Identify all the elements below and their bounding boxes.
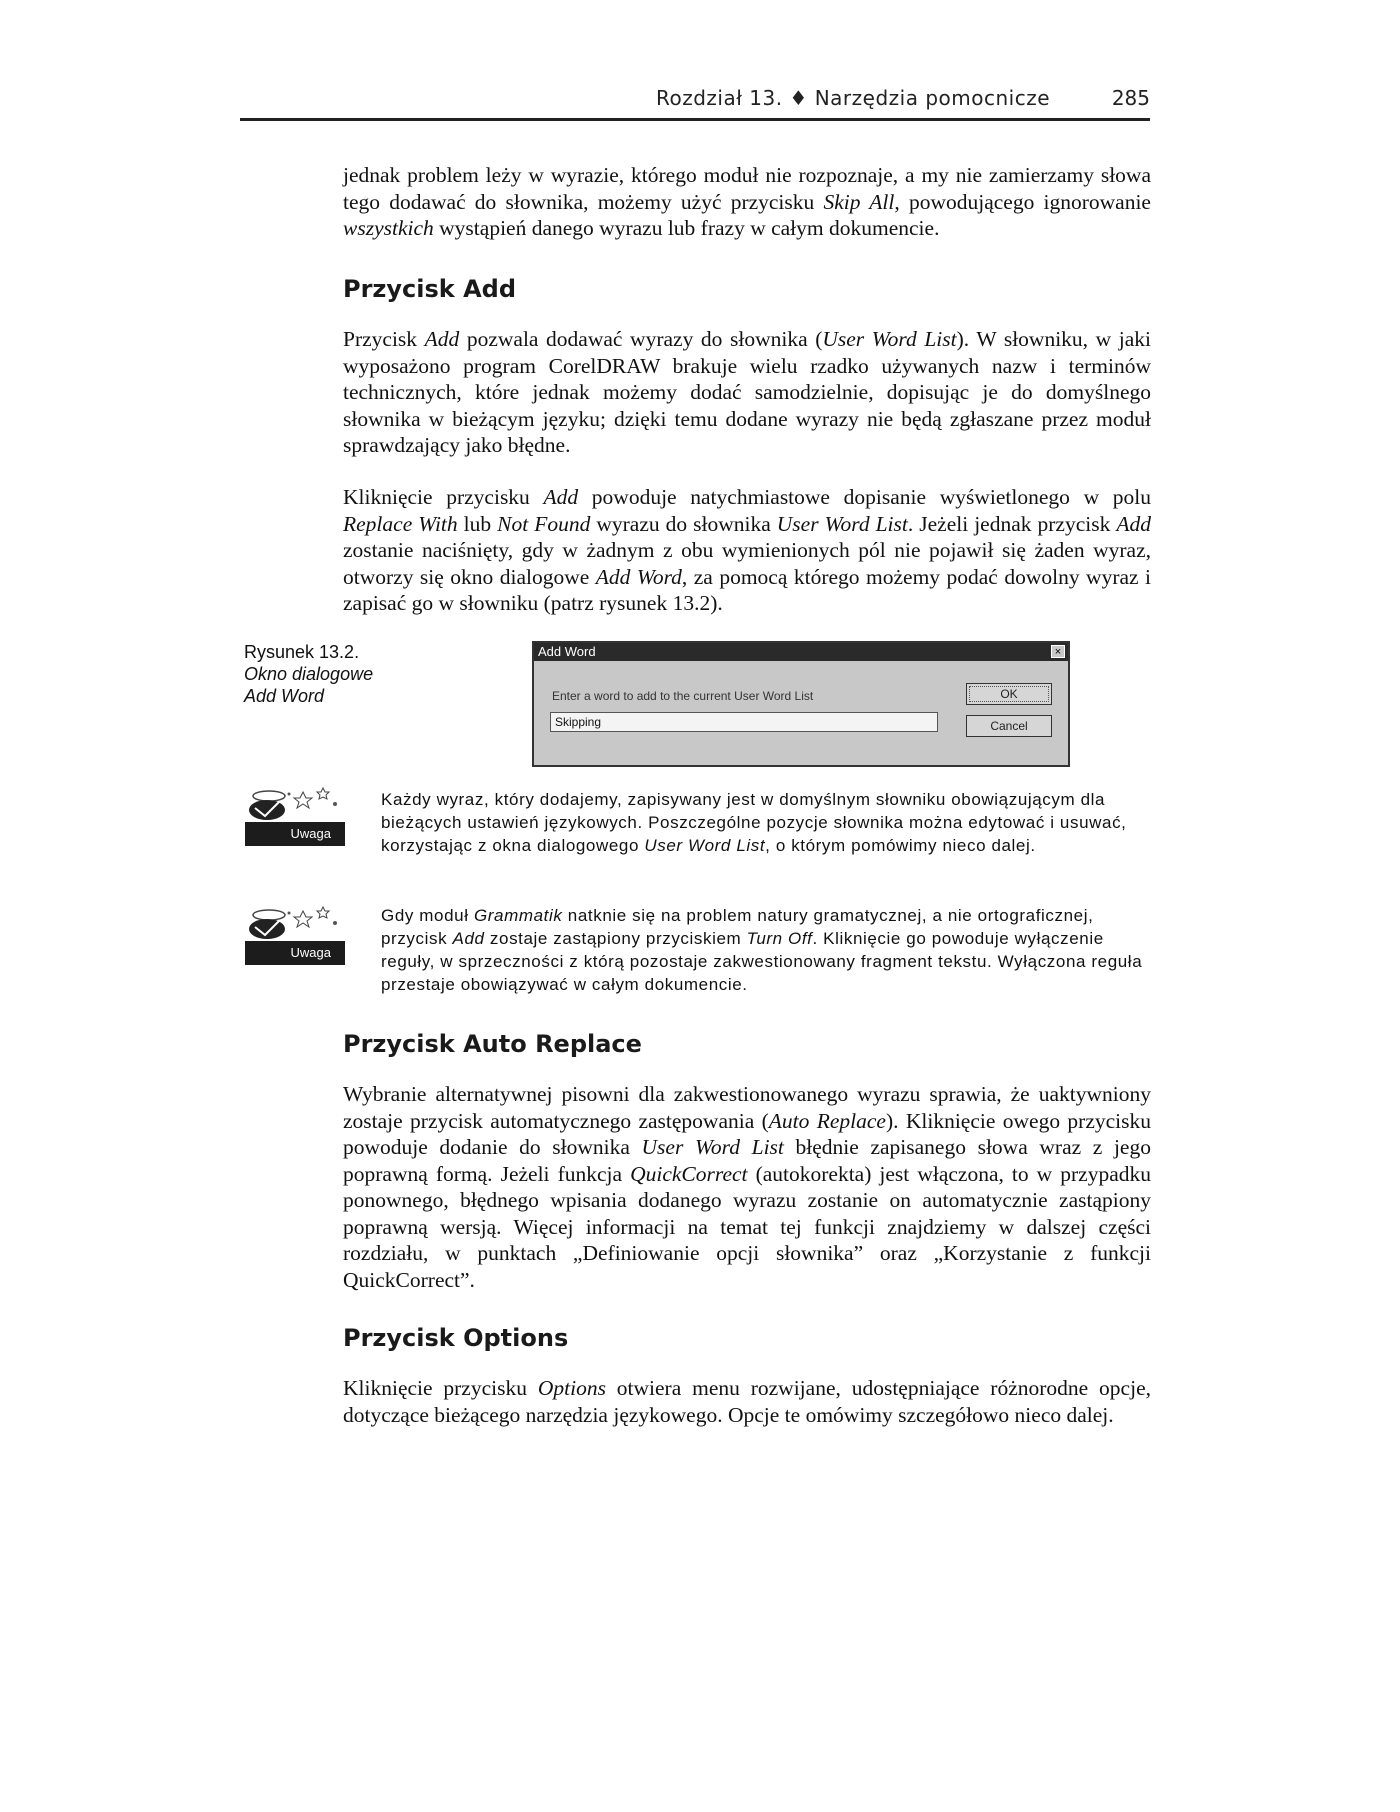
text-run: Przycisk: [343, 327, 425, 351]
emphasis: Replace With: [343, 511, 458, 536]
text-run: Gdy moduł: [381, 906, 474, 925]
bomb-icon: [245, 786, 345, 822]
emphasis: User Word List: [776, 511, 908, 536]
heading-auto-replace: Przycisk Auto Replace: [343, 1030, 642, 1058]
text-run: ). W słowniku, w jaki wyposażono program CorelDRAW brakuje wielu rzadko używanych nazw i terminów technicznych, które jednak możemy dodać samodzielnie, dopisując je do domyślnego słownika w bieżącym języku; dzięki temu dodane wyrazy nie będą zgłaszane przez moduł sprawdzający jako błędne.: [343, 327, 1151, 457]
chapter-title: Rozdział 13. ♦ Narzędzia pomocnicze: [655, 86, 1050, 110]
emphasis: User Word List: [822, 327, 957, 351]
emphasis: Add: [452, 929, 485, 948]
emphasis: Not Found: [497, 511, 591, 536]
paragraph-add-2: [343, 484, 1151, 617]
emphasis: Grammatik: [473, 906, 563, 925]
running-header: [240, 80, 1150, 121]
note-text-2: [381, 904, 1151, 996]
note-icon: [245, 786, 345, 848]
text-run: . Jeżeli jednak przycisk: [907, 511, 1117, 536]
paragraph-auto-replace: [343, 1081, 1151, 1293]
emphasis: QuickCorrect: [630, 1161, 748, 1186]
text-run: , powodującego ignorowanie: [894, 189, 1151, 214]
text-run: Wybranie alternatywnej pisowni dla zakwestionowanego wyrazu sprawia, że uaktywniony zostaje przycisk automatycznego zastępowania (: [343, 1082, 1151, 1133]
emphasis: Add: [424, 327, 460, 351]
text-run: jednak problem leży w wyrazie, którego moduł nie rozpoznaje, a my nie zamierzamy słowa tego dodawać do słownika, możemy użyć przycisku: [343, 163, 1151, 214]
paragraph-add-1: [343, 326, 1151, 459]
figure-label: Rysunek 13.2.: [244, 642, 360, 662]
note-badge: Uwaga: [245, 822, 345, 846]
text-run: Kliknięcie przycisku: [343, 485, 544, 509]
note-text-1: [381, 788, 1151, 857]
emphasis: Skip All: [823, 189, 895, 214]
note-icon: [245, 905, 345, 967]
emphasis: wszystkich: [343, 216, 434, 240]
emphasis: Add: [1116, 511, 1151, 536]
close-icon[interactable]: ×: [1051, 645, 1065, 658]
emphasis: Add: [543, 485, 579, 509]
text-run: wyrazu do słownika: [590, 511, 777, 536]
emphasis: User Word List: [644, 836, 766, 855]
text-run: . Kliknięcie go powoduje wyłączenie reguły, w sprzeczności z którą pozostaje zakwestionowany fragment tekstu. Wyłączona reguła przestaje obowiązywać w całym dokumencie.: [381, 929, 1143, 994]
emphasis: Add Word: [595, 564, 682, 589]
text-run: natknie się na problem natury gramatycznej, a nie ortograficznej, przycisk: [381, 906, 1094, 948]
text-run: zostaje zastąpiony przyciskiem: [484, 929, 747, 948]
emphasis: Options: [537, 1376, 606, 1400]
text-run: wystąpień danego wyrazu lub frazy w całym dokumencie.: [433, 216, 940, 240]
heading-add: Przycisk Add: [343, 275, 517, 303]
text-run: , o którym pomówimy nieco dalej.: [765, 836, 1036, 855]
emphasis: Turn Off: [746, 929, 813, 948]
text-run: , za pomocą którego możemy podać dowolny wyraz i zapisać go w słowniku (patrz rysunek 13.2).: [343, 564, 1152, 615]
dialog-prompt: Enter a word to add to the current User Word List: [552, 689, 814, 703]
text-run: powoduje natychmiastowe dopisanie wyświetlonego w polu: [578, 485, 1151, 509]
bomb-icon: [245, 905, 345, 941]
text-run: błędnie zapisanego słowa wraz z jego poprawną formą. Jeżeli funkcja: [343, 1135, 1151, 1186]
figure-title-line-1: Okno dialogowe: [244, 664, 374, 684]
text-run: lub: [457, 511, 498, 536]
figure-caption: [244, 641, 404, 707]
paragraph-intro: [343, 162, 1151, 242]
paragraph-options: [343, 1375, 1151, 1428]
text-run: Kliknięcie przycisku: [343, 1376, 538, 1400]
text-run: ). Kliknięcie owego przycisku powoduje dodanie do słownika: [343, 1108, 1151, 1159]
cancel-button[interactable]: Cancel: [966, 715, 1052, 737]
text-run: pozwala dodawać wyrazy do słownika (: [459, 327, 823, 351]
emphasis: User Word List: [641, 1135, 784, 1159]
text-run: (autokorekta) jest włączona, to w przypadku ponownego, błędnego wpisania dodanego wyrazu zostanie on automatycznie zastąpiony poprawną wersją. Więcej informacji na temat tej funkcji znajdziemy w dalszej części rozdziału, w punktach „Definiowanie opcji słownika” oraz „Korzystanie z funkcji QuickCorrect”.: [343, 1161, 1151, 1292]
dialog-titlebar: [534, 643, 1068, 661]
text-run: otwiera menu rozwijane, udostępniające różnorodne opcje, dotyczące bieżącego narzędzia językowego. Opcje te omówimy szczegółowo nieco dalej.: [343, 1376, 1151, 1427]
add-word-dialog: [532, 641, 1070, 767]
emphasis: Auto Replace: [768, 1108, 886, 1133]
dialog-title: Add Word: [538, 644, 596, 659]
text-run: Każdy wyraz, który dodajemy, zapisywany jest w domyślnym słowniku obowiązującym dla bieżących ustawień językowych. Poszczególne pozycje słownika można edytować i usuwać, korzystając z okna dialogowego: [381, 790, 1127, 855]
heading-options: Przycisk Options: [343, 1324, 569, 1352]
ok-button[interactable]: OK: [966, 683, 1052, 705]
note-badge: Uwaga: [245, 941, 345, 965]
text-run: zostanie naciśnięty, gdy w żadnym z obu wymienionych pól nie pojawił się żaden wyraz, otworzy się okno dialogowe: [343, 538, 1151, 589]
word-input[interactable]: Skipping: [550, 712, 938, 732]
figure-title-line-2: Add Word: [244, 686, 325, 706]
page-number: 285: [1111, 86, 1150, 110]
